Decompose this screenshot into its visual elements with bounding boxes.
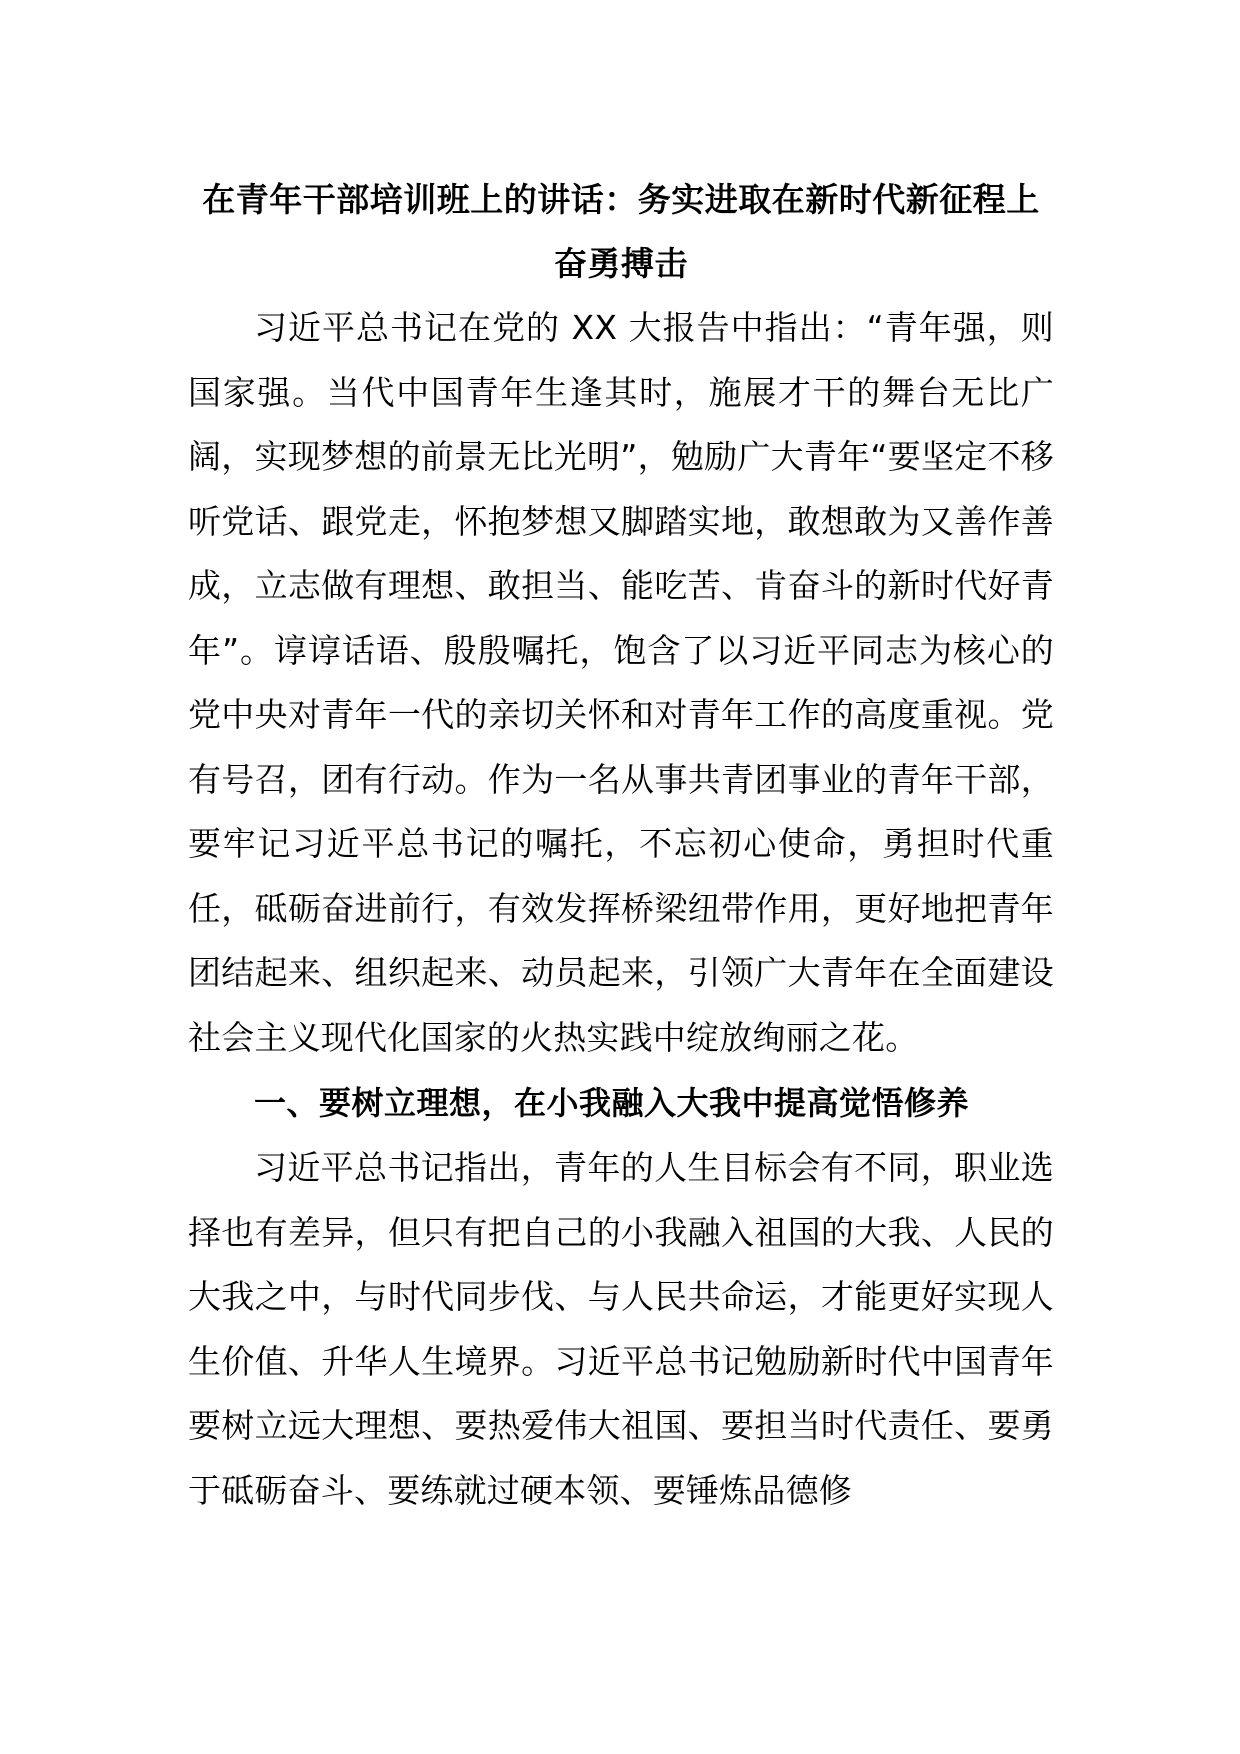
intro-paragraph: 习近平总书记在党的 XX 大报告中指出：“青年强，则国家强。当代中国青年生逢其时，施展才干的舞台无比广阔，实现梦想的前景无比光明”，勉励广大青年“要坚定不移听党话、跟党走，怀抱梦想又脚踏实地，敢想敢为又善作善成，立志做有理想、敢担当、能吃苦、肯奋斗的新时代好青年”。谆谆话语、殷殷嘱托，饱含了以习近平同志为核心的党中央对青年一代的亲切关怀和对青年工作的高度重视。党有号召，团有行动。作为一名从事共青团事业的青年干部，要牢记习近平总书记的嘱托，不忘初心使命，勇担时代重任，砥砺奋进前行，有效发挥桥梁纽带作用，更好地把青年团结起来、组织起来、动员起来，引领广大青年在全面建设社会主义现代化国家的火热实践中绽放绚丽之花。 (188, 308, 1054, 1057)
document-body (188, 168, 1054, 1523)
document-title (188, 168, 1054, 296)
title-line-2: 奋勇搏击 (554, 244, 688, 283)
section-heading-1: 一、要树立理想，在小我融入大我中提高觉悟修养 (254, 1084, 970, 1122)
section-1-paragraph: 习近平总书记指出，青年的人生目标会有不同，职业选择也有差异，但只有把自己的小我融入祖国的大我、人民的大我之中，与时代同步伐、与人民共命运，才能更好实现人生价值、升华人生境界。习近平总书记勉励新时代中国青年要树立远大理想、要热爱伟大祖国、要担当时代责任、要勇于砥砺奋斗、要练就过硬本领、要锤炼品德修 (188, 1148, 1054, 1510)
title-line-1: 在青年干部培训班上的讲话：务实进取在新时代新征程上 (202, 180, 1040, 219)
